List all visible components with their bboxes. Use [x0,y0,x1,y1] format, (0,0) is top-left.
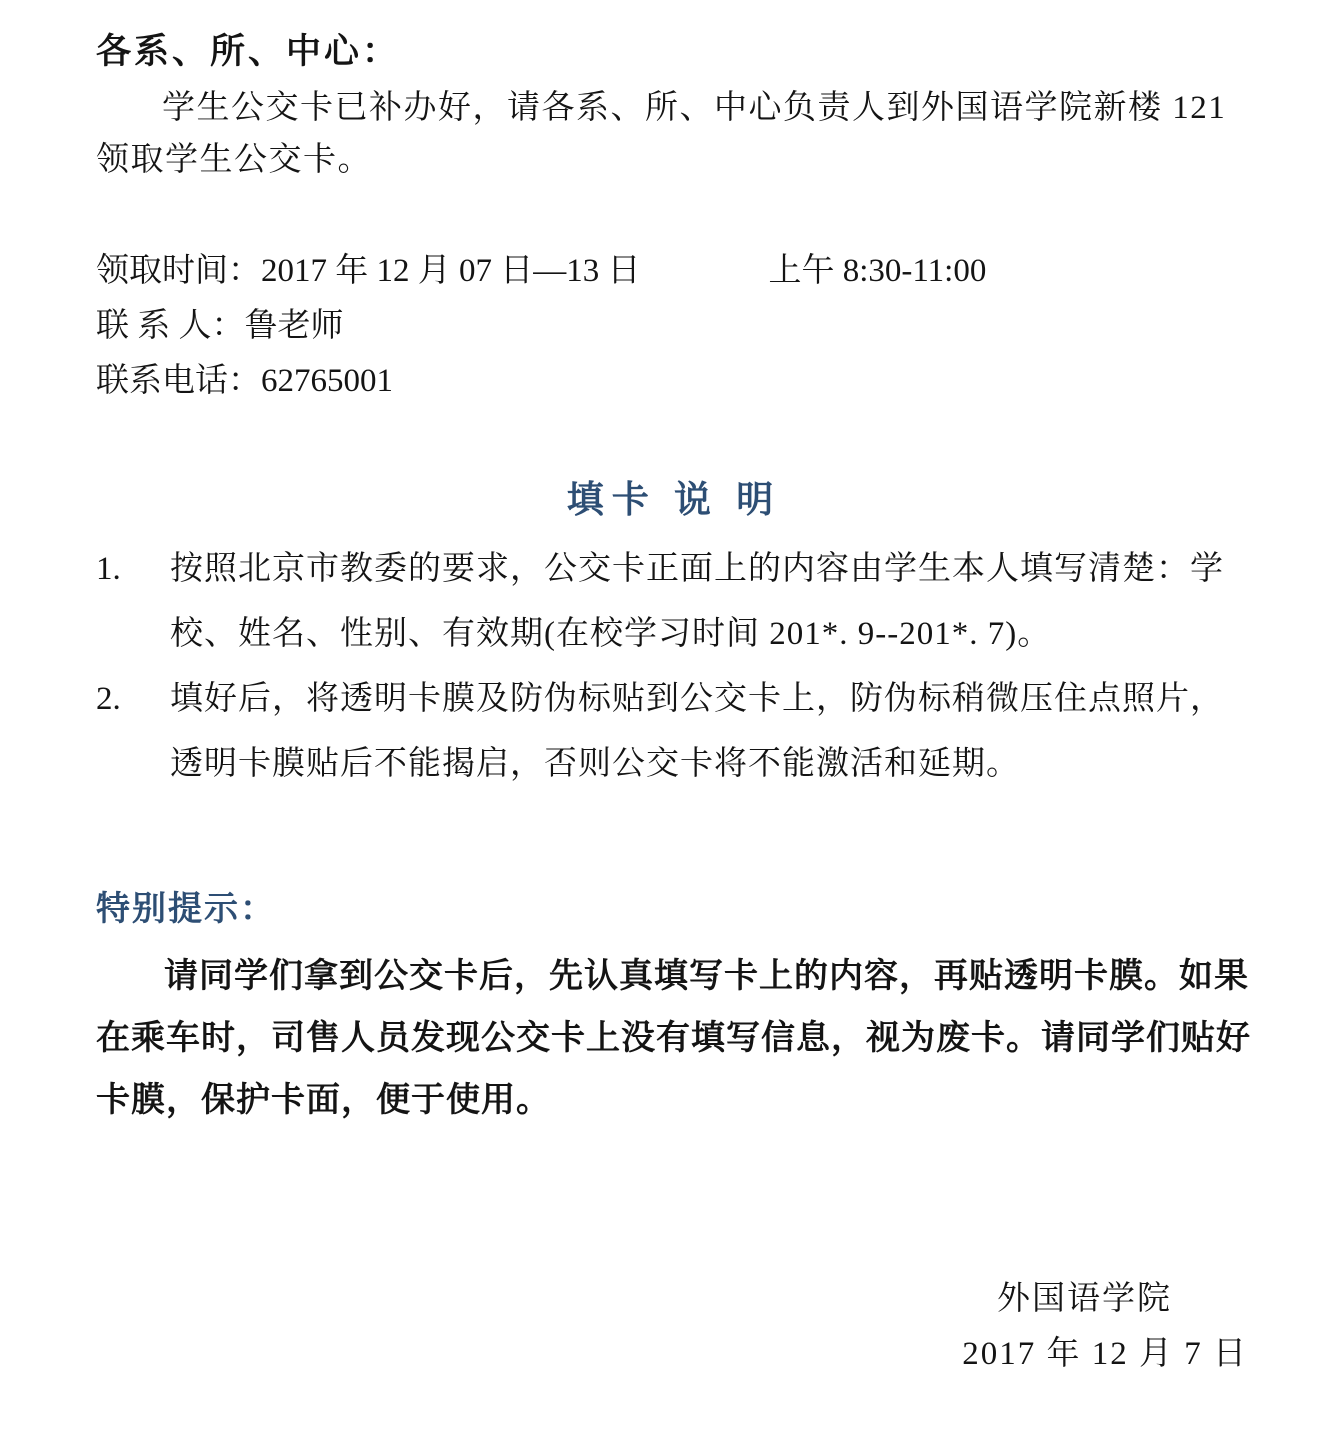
list-item-number: 1. [96,551,121,587]
list-item-text: 按照北京市教委的要求，公交卡正面上的内容由学生本人填写清楚：学校、姓名、性别、有效期(在校学习时间 201*. 9--201*. 7)。 [170,551,1224,652]
instructions-list [96,537,1252,797]
pickup-time-label: 领取时间： [96,253,261,289]
contact-phone-row [96,354,1252,409]
list-item [96,667,1252,797]
intro-paragraph: 学生公交卡已补办好，请各系、所、中心负责人到外国语学院新楼 121 领取学生公交卡。 [96,90,1227,178]
signature-org: 外国语学院 [997,1281,1172,1317]
list-item-text: 填好后，将透明卡膜及防伪标贴到公交卡上，防伪标稍微压住点照片，透明卡膜贴后不能揭启，否则公交卡将不能激活和延期。 [170,681,1224,782]
contact-person-value: 鲁老师 [244,308,344,344]
contact-person-row [96,299,1252,354]
instructions-title: 填卡 说 明 [566,480,782,521]
contact-phone-value: 62765001 [261,363,393,399]
special-notice-body: 请同学们拿到公交卡后，先认真填写卡上的内容，再贴透明卡膜。如果在乘车时，司售人员发现公交卡上没有填写信息，视为废卡。请同学们贴好卡膜，保护卡面，便于使用。 [96,958,1251,1119]
pickup-time-row [96,244,1252,299]
greeting-line: 各系、所、中心： [96,32,401,71]
contact-person-label: 联 系 人： [96,308,245,344]
contact-phone-label: 联系电话： [96,363,261,399]
list-item-number: 2. [96,681,121,717]
pickup-time-value: 2017 年 12 月 07 日—13 日 [261,253,641,289]
document-content [96,24,1252,1132]
special-notice-label: 特别提示： [96,891,276,928]
list-item [96,537,1252,667]
pickup-info-block [96,244,1252,409]
pickup-time-hours: 上午 8:30-11:00 [768,253,987,289]
signature-block [0,1272,1340,1382]
signature-date: 2017 年 12 月 7 日 [962,1336,1248,1372]
